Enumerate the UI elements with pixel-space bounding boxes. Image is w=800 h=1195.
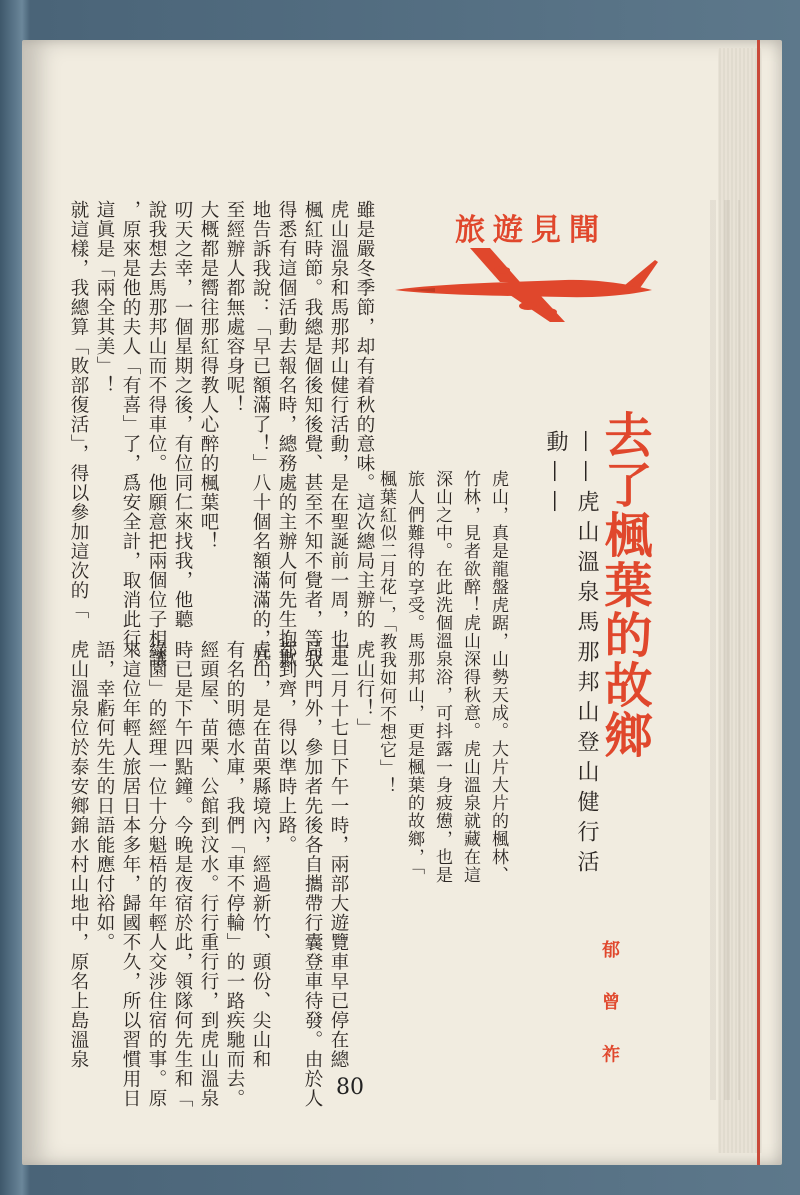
body-column: 虎山，是在苗栗縣境內，經過新竹、頭份、尖山和 [250,640,271,1069]
body-column: 說我想去馬那邦山而不得車位。他願意把兩個位子相讓 [146,200,167,668]
article-title: 去了楓葉的故鄉 [596,410,652,760]
intro-paragraph [376,470,512,890]
body-column: 大概都是嚮往那紅得教人心醉的楓葉吧！ [198,200,219,551]
author-name: 郁 曾 祚 [599,940,620,1077]
section-heading: 旅遊見聞 [455,213,607,248]
body-column: 虎山溫泉和馬那邦山健行活動，是在聖誕前一周，也是 [328,200,349,668]
body-column: 來這位年輕人旅居日本多年，歸國不久，所以習慣用日 [120,640,141,1108]
body-column: 時已是下午四點鐘。今晚是夜宿於此，領隊何先生和「 [172,640,193,1108]
body-column: 楓紅時節。我總是個後知後覺、甚至不知不覺者，等我 [302,200,323,668]
body-column: 經頭屋、苗栗、公館到汶水。行行重行行，到虎山溫泉 [198,640,219,1108]
body-column: 至經辦人都無處容身呢！ [224,200,245,415]
body-column: 十二月十七日下午一時，兩部大遊覽車早已停在總 [328,640,349,1069]
airplane-icon [390,240,660,330]
body-column: 虎山溫泉位於泰安鄉錦水村山地中，原名上島溫泉 [68,640,89,1069]
body-column: 綠園」的經理一位十分魁梧的年輕人交涉住宿的事。原 [146,640,167,1108]
body-column: 就這樣，我總算「敗部復活」，得以參加這次的「 [68,200,89,620]
intro-line: 楓葉紅似二月花」，「教我如何不想它」！ [376,470,396,795]
page-number: 80 [336,1075,364,1100]
article-subtitle: ——虎山溫泉馬那邦山登山健行活動—— [543,430,599,880]
body-column: 虎山行！」 [354,640,375,738]
intro-line: 深山之中。在此洗個溫泉浴，可抖露一身疲憊，也是 [432,470,452,884]
intro-line: 竹林，見者欲醉！虎山深得秋意。虎山溫泉就藏在這 [460,470,480,884]
intro-line: 虎山，真是龍盤虎踞，山勢天成。大片大片的楓林、 [488,470,508,884]
body-column: 得悉有這個活動去報名時，總務處的主辦人何先生抱歉 [276,200,297,668]
intro-line: 旅人們難得的享受。馬那邦山，更是楓葉的故鄉，「 [404,470,424,876]
show-through-text [710,200,740,1100]
body-column: 這眞是「兩全其美」！ [94,200,115,395]
body-column: 局大門外，參加者先後各自攜帶行囊登車待發。由於人 [302,640,323,1108]
body-column: 雖是嚴冬季節，却有着秋的意味。這次總局主辦的 [354,200,375,629]
body-column: 有名的明德水庫，我們「車不停輪」的一路疾馳而去。 [224,640,245,1108]
body-column: 叨天之幸，一個星期之後，有位同仁來找我，他聽 [172,200,193,629]
body-column: 地告訴我說：「早已額滿了！」八十個名額滿滿的，甚 [250,200,271,668]
body-column: ，原來是他的夫人「有喜」了，爲安全計，取消此行。 [120,200,141,668]
body-column: 都到齊，得以準時上路。 [276,640,297,855]
red-margin-rule [757,40,760,1165]
body-column: 語，幸虧何先生的日語能應付裕如。 [94,640,115,952]
